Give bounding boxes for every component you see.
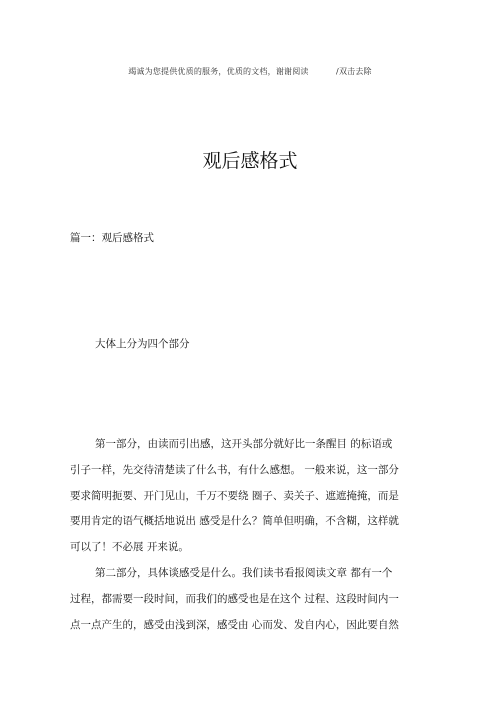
paragraph-line: 要求简明扼要、开门见山，千万不要绕 圈子、卖关子、遮遮掩掩，而是 xyxy=(70,489,399,502)
paragraph-1 xyxy=(70,432,432,561)
body-text xyxy=(70,432,432,638)
paragraph-line: 要用肯定的语气概括地说出 感受是什么？简单但明确，不含糊，这样就 xyxy=(70,515,399,528)
sub-heading: 大体上分为四个部分 xyxy=(95,338,190,350)
header-note[interactable]: 竭诚为您提供优质的服务，优质的文档，谢谢阅读 /双击去除 xyxy=(128,67,372,76)
paragraph-line: 可以了！不必展 开来说。 xyxy=(70,541,189,554)
paragraph-line: 点一点产生的，感受由浅到深，感受由 心而发、发自内心，因此要自然 xyxy=(70,618,399,631)
section-heading: 篇一：观后感格式 xyxy=(70,232,154,244)
paragraph-2 xyxy=(70,561,432,638)
paragraph-line: 第一部分，由读而引出感，这开头部分就好比一条醒目 的标语或 xyxy=(95,438,393,450)
paragraph-line: 引子一样，先交待清楚读了什么书，有什么感想。 一般来说，这一部分 xyxy=(70,463,399,476)
paragraph-line: 第二部分，具体谈感受是什么。我们读书看报阅读文章 都有一个 xyxy=(95,566,393,579)
document-title: 观后感格式 xyxy=(202,150,298,172)
paragraph-line: 过程，都需要一段时间，而我们的感受也是在这个 过程、这段时间内一 xyxy=(70,592,399,605)
